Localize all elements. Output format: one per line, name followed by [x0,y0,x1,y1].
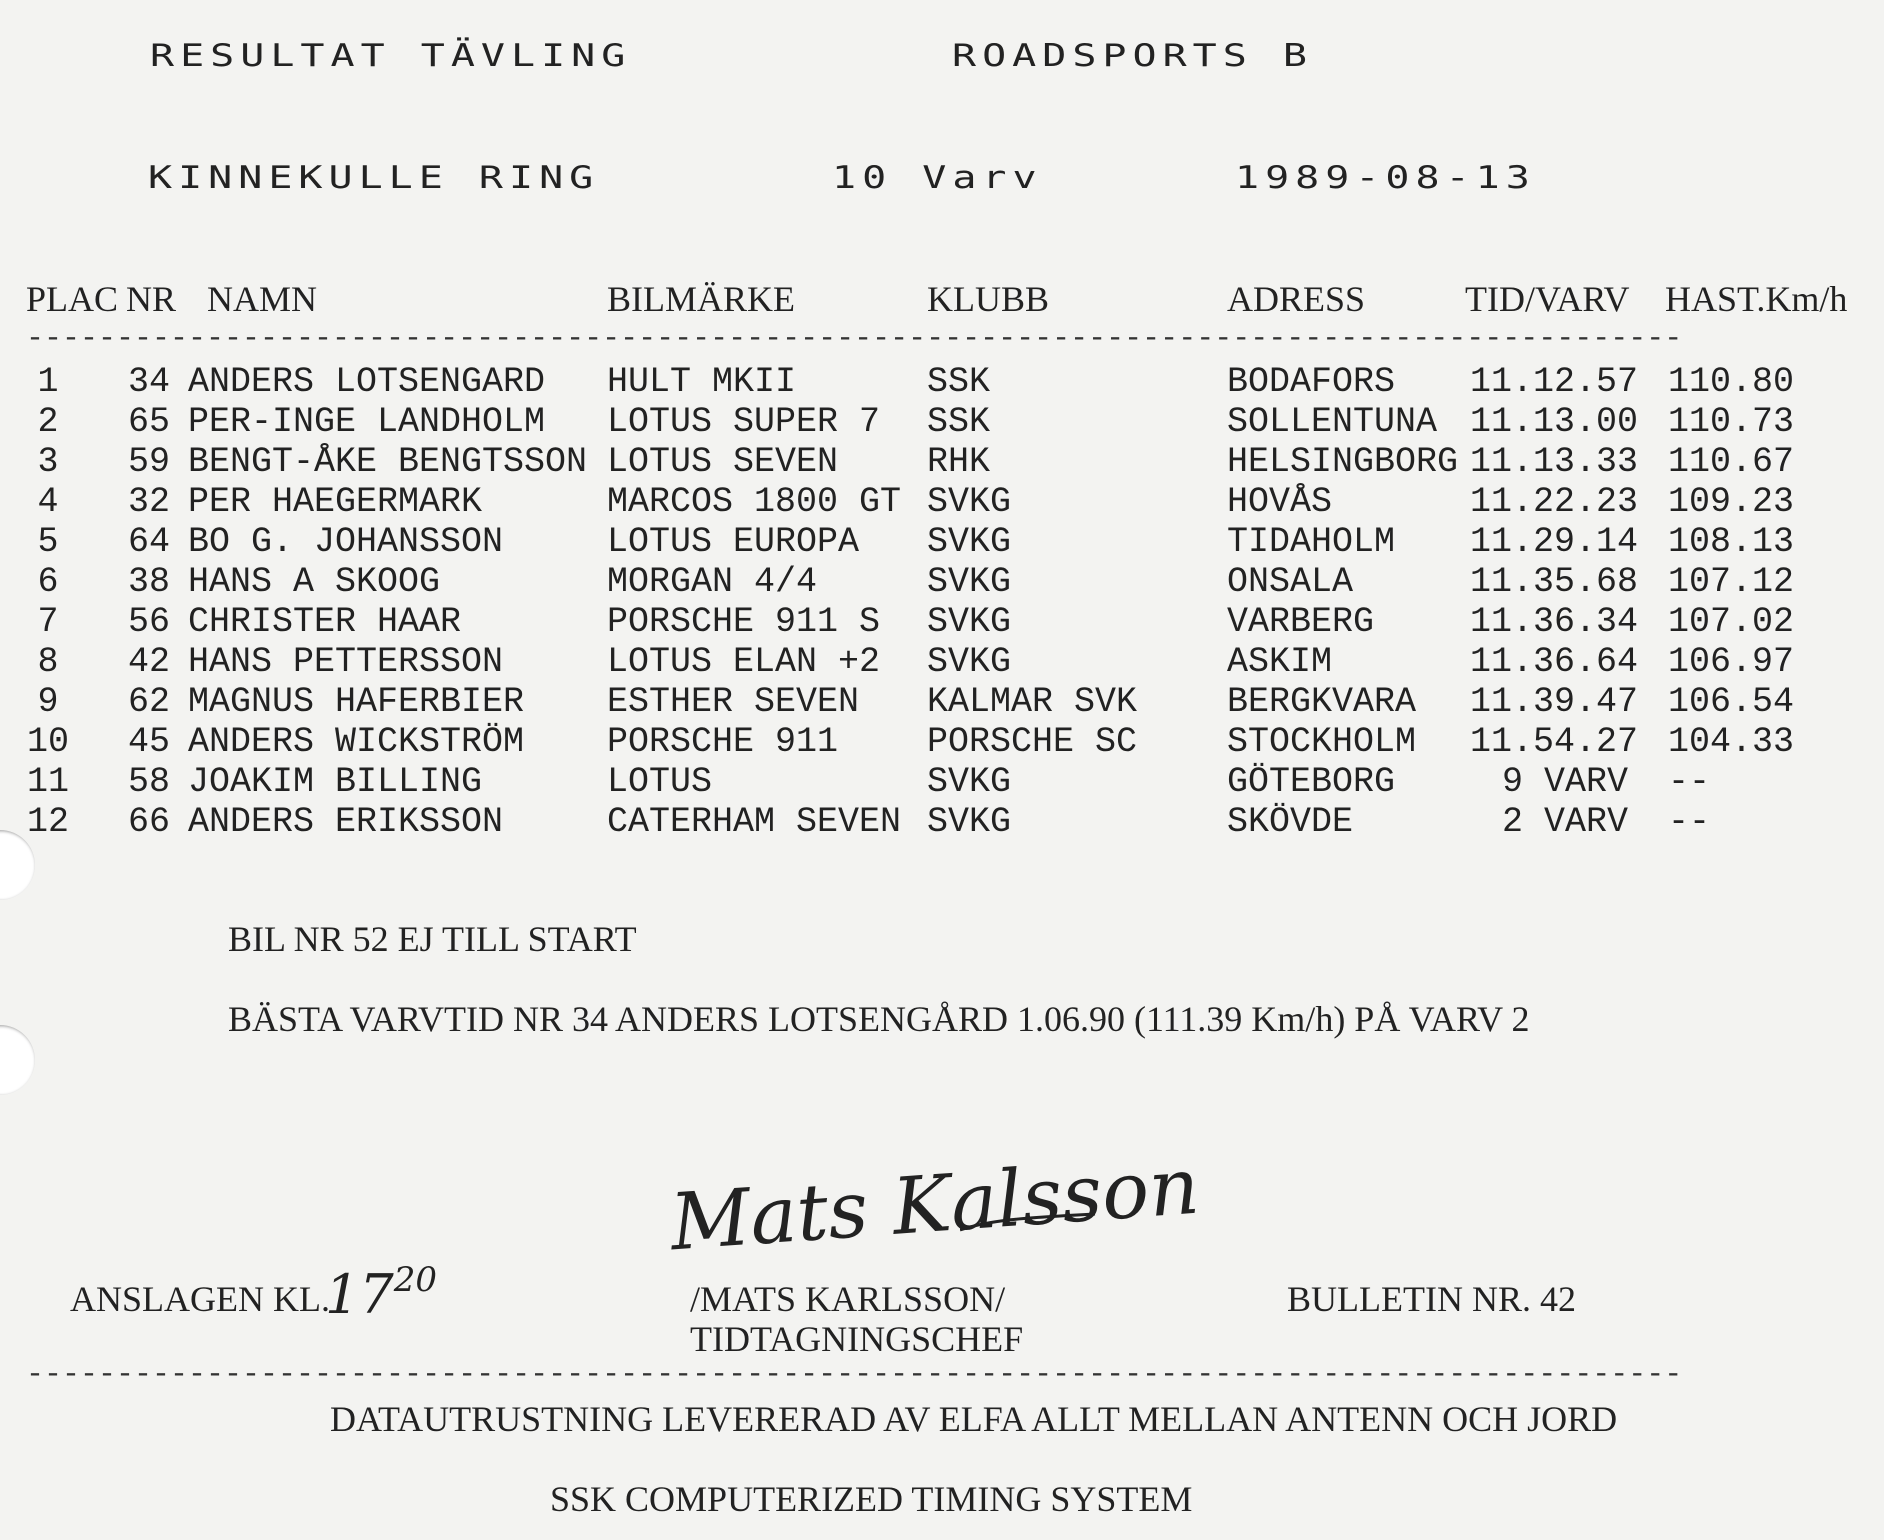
row-plac: 7 [37,602,59,642]
row-plac: 8 [37,642,59,682]
row-car: LOTUS [607,762,713,802]
row-car: CATERHAM SEVEN [607,802,902,842]
row-address: GÖTEBORG [1227,762,1396,802]
row-club: KALMAR SVK [927,682,1138,722]
row-club: SSK [927,362,991,402]
system-line: SSK COMPUTERIZED TIMING SYSTEM [550,1479,1193,1519]
official-title: TIDTAGNINGSCHEF [690,1319,1024,1359]
row-time: 11.13.33 [1470,442,1639,482]
table-row [0,442,1884,482]
row-time: 11.29.14 [1470,522,1639,562]
row-nr: 32 [128,482,171,522]
table-row [0,402,1884,442]
row-time: 11.13.00 [1470,402,1639,442]
row-address: STOCKHOLM [1227,722,1417,762]
col-nr: NR [126,279,177,319]
title-left: RESULTAT TÄVLING [150,38,632,74]
row-plac: 4 [37,482,59,522]
row-name: HANS A SKOOG [188,562,441,602]
table-row [0,522,1884,562]
row-club: SVKG [927,642,1012,682]
row-plac: 11 [26,762,69,802]
row-time: 11.39.47 [1470,682,1639,722]
footer-divider: -------------------------------------------------------------------------------------------- [26,1358,1683,1392]
row-nr: 65 [128,402,171,442]
row-address: TIDAHOLM [1227,522,1396,562]
row-plac: 2 [37,402,59,442]
row-name: HANS PETTERSSON [188,642,504,682]
row-car: ESTHER SEVEN [607,682,860,722]
row-car: LOTUS EUROPA [607,522,860,562]
table-row [0,722,1884,762]
row-time: 11.35.68 [1470,562,1639,602]
best-lap-note: BÄSTA VARVTID NR 34 ANDERS LOTSENGÅRD 1.06.90 (111.39 Km/h) PÅ VARV 2 [228,999,1530,1039]
bulletin-number: BULLETIN NR. 42 [1287,1279,1576,1319]
row-nr: 34 [128,362,171,402]
signature [668,1142,1203,1269]
row-club: SVKG [927,762,1012,802]
race-date: 1989-08-13 [1235,160,1536,196]
row-address: SKÖVDE [1227,802,1354,842]
col-club: KLUBB [927,279,1050,319]
row-time: 11.36.34 [1470,602,1639,642]
table-row [0,762,1884,802]
row-car: MORGAN 4/4 [607,562,818,602]
posted-minute: 20 [393,1260,437,1300]
row-name: ANDERS LOTSENGARD [188,362,546,402]
row-car: PORSCHE 911 S [607,602,881,642]
row-club: SVKG [927,562,1012,602]
row-speed: 106.97 [1668,642,1795,682]
row-nr: 66 [128,802,171,842]
row-club: SSK [927,402,991,442]
row-address: ASKIM [1227,642,1333,682]
posted-hour: 17 [325,1263,394,1326]
row-time: 9 VARV [1501,762,1628,802]
row-time: 11.36.64 [1470,642,1639,682]
col-time: TID/VARV [1465,279,1630,319]
row-club: SVKG [927,602,1012,642]
row-plac: 9 [37,682,59,722]
row-nr: 62 [128,682,171,722]
table-row [0,682,1884,722]
row-time: 2 VARV [1501,802,1628,842]
row-nr: 64 [128,522,171,562]
col-name: NAMN [207,279,318,319]
row-address: BODAFORS [1227,362,1396,402]
row-address: BERGKVARA [1227,682,1417,722]
row-nr: 59 [128,442,171,482]
row-plac: 3 [37,442,59,482]
row-name: ANDERS ERIKSSON [188,802,504,842]
row-name: BO G. JOHANSSON [188,522,504,562]
row-name: MAGNUS HAFERBIER [188,682,525,722]
header-divider: -------------------------------------------------------------------------------------------- [26,322,1683,356]
row-nr: 42 [128,642,171,682]
row-time: 11.22.23 [1470,482,1639,522]
row-club: RHK [927,442,991,482]
signature-text: Mats Kalsson [667,1141,1203,1269]
col-address: ADRESS [1227,279,1366,319]
row-address: ONSALA [1227,562,1354,602]
row-speed: 106.54 [1668,682,1795,722]
row-name: PER HAEGERMARK [188,482,483,522]
row-name: BENGT-ÅKE BENGTSSON [188,442,588,482]
row-time: 11.12.57 [1470,362,1639,402]
row-speed: 107.12 [1668,562,1795,602]
row-plac: 5 [37,522,59,562]
no-start-note: BIL NR 52 EJ TILL START [228,919,637,959]
row-car: LOTUS SEVEN [607,442,839,482]
row-club: SVKG [927,802,1012,842]
lap-count: 10 Varv [832,160,1043,196]
row-address: SOLLENTUNA [1227,402,1438,442]
row-name: PER-INGE LANDHOLM [188,402,546,442]
row-car: LOTUS SUPER 7 [607,402,881,442]
row-address: VARBERG [1227,602,1375,642]
track-name: KINNEKULLE RING [148,160,600,196]
posted-label: ANSLAGEN KL. [70,1279,330,1319]
official-name: /MATS KARLSSON/ [690,1279,1006,1319]
table-row [0,602,1884,642]
row-name: ANDERS WICKSTRÖM [188,722,525,762]
col-speed: HAST.Km/h [1665,279,1848,319]
table-row [0,362,1884,402]
row-name: CHRISTER HAAR [188,602,462,642]
row-nr: 56 [128,602,171,642]
row-plac: 10 [26,722,69,762]
table-row [0,642,1884,682]
row-car: PORSCHE 911 [607,722,839,762]
title-right: ROADSPORTS B [952,38,1313,74]
row-speed: 104.33 [1668,722,1795,762]
row-car: MARCOS 1800 GT [607,482,902,522]
row-nr: 58 [128,762,171,802]
row-speed: 109.23 [1668,482,1795,522]
sponsor-line: DATAUTRUSTNING LEVERERAD AV ELFA ALLT MELLAN ANTENN OCH JORD [330,1399,1618,1439]
table-row [0,802,1884,842]
row-address: HELSINGBORG [1227,442,1459,482]
row-speed: 110.73 [1668,402,1795,442]
row-nr: 45 [128,722,171,762]
table-row [0,482,1884,522]
row-address: HOVÅS [1227,482,1333,522]
row-car: HULT MKII [607,362,797,402]
row-name: JOAKIM BILLING [188,762,483,802]
row-plac: 6 [37,562,59,602]
col-car: BILMÄRKE [607,279,795,319]
row-speed: 110.80 [1668,362,1795,402]
row-club: SVKG [927,482,1012,522]
row-speed: 108.13 [1668,522,1795,562]
row-nr: 38 [128,562,171,602]
row-speed: 107.02 [1668,602,1795,642]
posted-time [325,1260,437,1326]
signature-stroke [960,1200,1100,1240]
row-car: LOTUS ELAN +2 [607,642,881,682]
row-speed: -- [1668,762,1711,802]
row-club: PORSCHE SC [927,722,1138,762]
row-club: SVKG [927,522,1012,562]
col-plac: PLAC [26,279,119,319]
row-speed: -- [1668,802,1711,842]
row-time: 11.54.27 [1470,722,1639,762]
row-plac: 1 [37,362,59,402]
row-plac: 12 [26,802,69,842]
table-row [0,562,1884,602]
binder-hole-bottom [0,1025,35,1095]
row-speed: 110.67 [1668,442,1795,482]
